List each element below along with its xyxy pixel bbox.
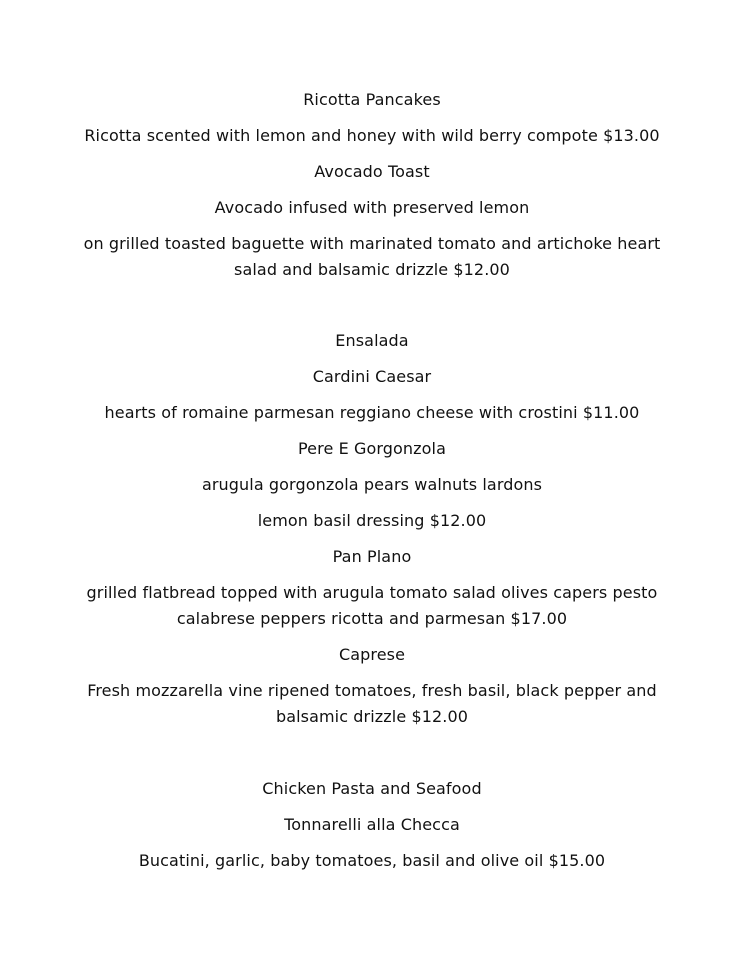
ensalada-heading: Ensalada bbox=[335, 331, 409, 350]
avocado-toast-description-line-1: Avocado infused with preserved lemon bbox=[214, 198, 530, 217]
pere-gorgonzola-description-line-2: lemon basil dressing $12.00 bbox=[257, 511, 487, 530]
tonnarelli-description: Bucatini, garlic, baby tomatoes, basil and olive oil $15.00 bbox=[138, 851, 606, 870]
caprese-description-line-2: balsamic drizzle $12.00 bbox=[275, 707, 469, 726]
pan-plano-title: Pan Plano bbox=[332, 547, 412, 566]
ricotta-pancakes-description: Ricotta scented with lemon and honey with wild berry compote $13.00 bbox=[84, 126, 660, 145]
pere-gorgonzola-description-line-1: arugula gorgonzola pears walnuts lardons bbox=[201, 475, 543, 494]
ricotta-pancakes-title: Ricotta Pancakes bbox=[303, 90, 441, 109]
avocado-toast-title: Avocado Toast bbox=[314, 162, 430, 181]
pan-plano-description-line-2: calabrese peppers ricotta and parmesan $17.00 bbox=[176, 609, 568, 628]
chicken-pasta-seafood-heading: Chicken Pasta and Seafood bbox=[262, 779, 482, 798]
pan-plano-description-line-1: grilled flatbread topped with arugula tomato salad olives capers pesto bbox=[86, 583, 658, 602]
avocado-toast-description-line-2: on grilled toasted baguette with marinated tomato and artichoke heart bbox=[83, 234, 661, 253]
avocado-toast-description-line-3: salad and balsamic drizzle $12.00 bbox=[234, 260, 510, 279]
caprese-description-line-1: Fresh mozzarella vine ripened tomatoes, fresh basil, black pepper and bbox=[87, 681, 657, 700]
pere-gorgonzola-title: Pere E Gorgonzola bbox=[298, 439, 446, 458]
cardini-caesar-title: Cardini Caesar bbox=[312, 367, 432, 386]
tonnarelli-title: Tonnarelli alla Checca bbox=[284, 815, 460, 834]
caprese-title: Caprese bbox=[338, 645, 406, 664]
cardini-caesar-description: hearts of romaine parmesan reggiano cheese with crostini $11.00 bbox=[104, 403, 640, 422]
